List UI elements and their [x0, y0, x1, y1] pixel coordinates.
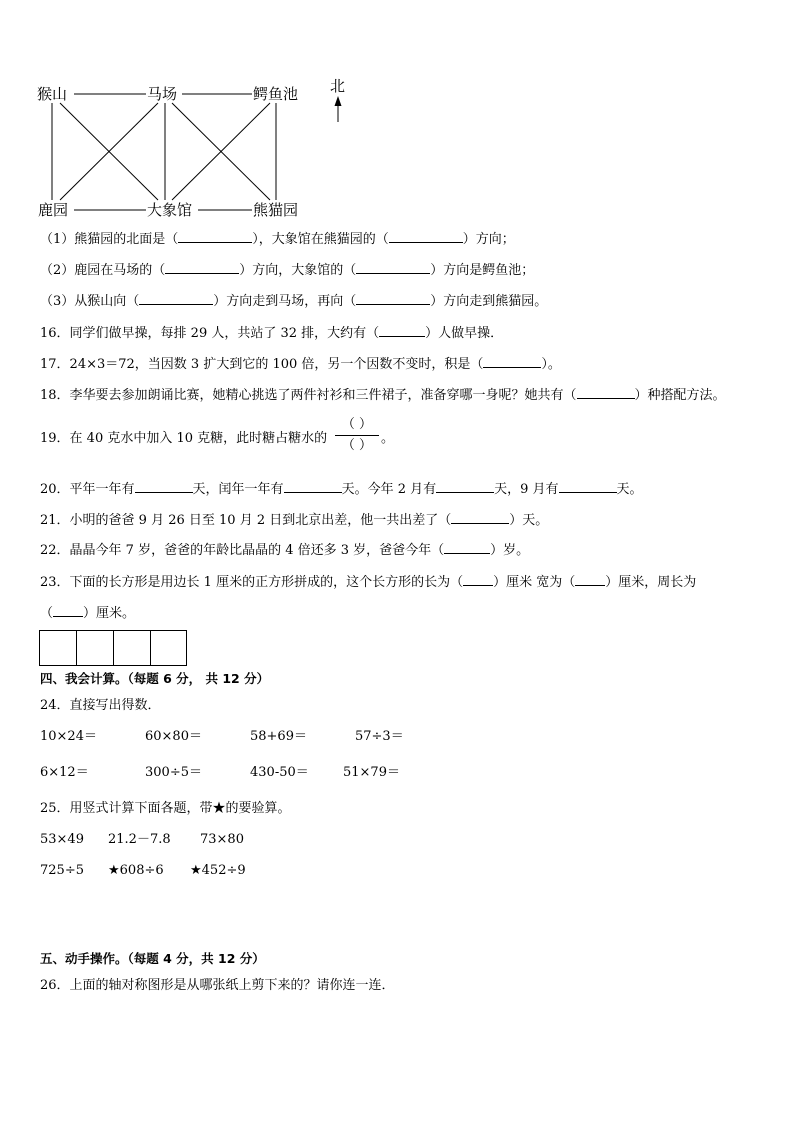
calc-item: 6×12＝ [40, 765, 89, 780]
calc-item: 430-50＝ [250, 765, 309, 780]
q20-text: 天。 [616, 482, 643, 497]
answer-blank[interactable] [444, 540, 490, 554]
answer-blank[interactable] [53, 603, 83, 617]
section-5-heading: 五、动手操作。（每题 4 分，共 12 分） [40, 951, 265, 966]
vertical-calc-item: ★452÷9 [190, 863, 246, 878]
q23-text: 23．下面的长方形是用边长 1 厘米的正方形拼成的，这个长方形的长为（ [40, 575, 464, 590]
vertical-calc-item: ★608÷6 [108, 863, 164, 878]
unit-square-1 [39, 630, 77, 666]
answer-blank[interactable] [284, 479, 342, 493]
vertical-calc-item: 21.2－7.8 [108, 832, 171, 847]
answer-blank[interactable] [575, 572, 605, 586]
answer-blank[interactable] [463, 572, 493, 586]
q20-text: 天，9 月有 [494, 482, 559, 497]
fraction-blank[interactable] [333, 416, 381, 455]
answer-blank[interactable] [483, 354, 541, 368]
calc-item: 57÷3＝ [355, 729, 404, 744]
q23-text: ）厘米，周长为 [605, 575, 697, 590]
q16-text: ）人做早操． [425, 326, 504, 341]
unit-square-2 [76, 630, 114, 666]
question-23-cont [40, 603, 135, 623]
q15-text: ），大象馆在熊猫园的（ [252, 232, 389, 247]
q16-text: 16．同学们做早操，每排 29 人，共站了 32 排，大约有（ [40, 326, 380, 341]
question-16 [40, 323, 503, 343]
question-20 [40, 479, 643, 499]
north-label: 北 [330, 77, 346, 95]
answer-blank[interactable] [577, 385, 635, 399]
question-25-title: 25．用竖式计算下面各题，带★的要验算。 [40, 801, 291, 816]
fraction-numerator: （ ） [341, 417, 373, 432]
node-houshan: 猴山 [37, 85, 68, 103]
q15-text: （3）从猴山向（ [40, 294, 140, 309]
q21-text: 21．小明的爸爸 9 月 26 日至 10 月 2 日到北京出差，他一共出差了（ [40, 513, 452, 528]
q23-text: ）厘米 宽为（ [493, 575, 576, 590]
vertical-calc-item: 53×49 [40, 832, 84, 847]
answer-blank[interactable] [356, 260, 430, 274]
q18-text: 18．李华要去参加朗诵比赛，她精心挑选了两件衬衫和三件裙子，准备穿哪一身呢？她共有（ [40, 388, 577, 403]
question-19 [40, 430, 327, 448]
answer-blank[interactable] [356, 291, 430, 305]
q15-line-1 [40, 229, 515, 249]
question-23 [40, 572, 696, 592]
vertical-calc-item: 725÷5 [40, 863, 84, 878]
answer-blank[interactable] [178, 229, 252, 243]
answer-blank[interactable] [135, 479, 193, 493]
fraction-denominator: （ ） [341, 438, 373, 453]
q15-text: ）方向，大象馆的（ [239, 263, 357, 278]
calc-item: 58+69＝ [250, 729, 307, 744]
unit-square-3 [113, 630, 151, 666]
answer-blank[interactable] [436, 479, 494, 493]
q22-text: ）岁。 [490, 543, 530, 558]
unit-square-4 [150, 630, 187, 666]
calc-item: 60×80＝ [145, 729, 202, 744]
calc-item: 300÷5＝ [145, 765, 202, 780]
question-26-title: 26．上面的轴对称图形是从哪张纸上剪下来的？请你连一连． [40, 978, 395, 993]
q15-text: ）方向走到熊猫园。 [430, 294, 548, 309]
question-21 [40, 510, 548, 530]
zoo-map-diagram [0, 0, 794, 230]
vertical-calc-item: 73×80 [200, 832, 244, 847]
q20-text: 天，闰年一年有 [192, 482, 284, 497]
answer-blank[interactable] [139, 291, 213, 305]
answer-blank[interactable] [379, 323, 425, 337]
q15-text: ）方向； [462, 232, 515, 247]
answer-blank[interactable] [389, 229, 463, 243]
q17-text: 17．24×3＝72，当因数 3 扩大到它的 100 倍，另一个因数不变时，积是（ [40, 357, 484, 372]
q22-text: 22．晶晶今年 7 岁，爸爸的年龄比晶晶的 4 倍还多 3 岁，爸爸今年（ [40, 543, 445, 558]
node-machang: 马场 [147, 85, 178, 103]
q23-text: ）厘米。 [83, 606, 136, 621]
question-18 [40, 385, 726, 405]
node-xiongmaoyuan: 熊猫园 [253, 201, 299, 219]
q15-text: （2）鹿园在马场的（ [40, 263, 166, 278]
fraction-bar [335, 435, 379, 436]
node-eyuchi: 鳄鱼池 [253, 85, 299, 103]
section-4-heading: 四、我会计算。（每题 6 分， 共 12 分） [40, 671, 270, 686]
question-17 [40, 354, 561, 374]
q23-text: （ [40, 606, 54, 621]
q20-text: 天。今年 2 月有 [341, 482, 437, 497]
q15-text: ）方向是鳄鱼池； [430, 263, 535, 278]
q15-line-3 [40, 291, 547, 311]
question-22 [40, 540, 529, 560]
node-luyuan: 鹿园 [38, 201, 69, 219]
answer-blank[interactable] [559, 479, 617, 493]
q20-text: 20．平年一年有 [40, 482, 135, 497]
q18-text: ）种搭配方法。 [634, 388, 726, 403]
node-daxiangguan: 大象馆 [147, 201, 193, 219]
q19-end: 。 [381, 431, 395, 446]
q21-text: ）天。 [509, 513, 549, 528]
question-24-title: 24．直接写出得数． [40, 698, 161, 713]
q15-line-2 [40, 260, 534, 280]
q15-text: （1）熊猫园的北面是（ [40, 232, 179, 247]
answer-blank[interactable] [165, 260, 239, 274]
calc-item: 51×79＝ [343, 765, 400, 780]
answer-blank[interactable] [451, 510, 509, 524]
q15-text: ）方向走到马场，再向（ [213, 294, 357, 309]
calc-item: 10×24＝ [40, 729, 97, 744]
q19-text: 19．在 40 克水中加入 10 克糖，此时糖占糖水的 [40, 431, 328, 446]
q17-text: ）。 [541, 357, 561, 372]
